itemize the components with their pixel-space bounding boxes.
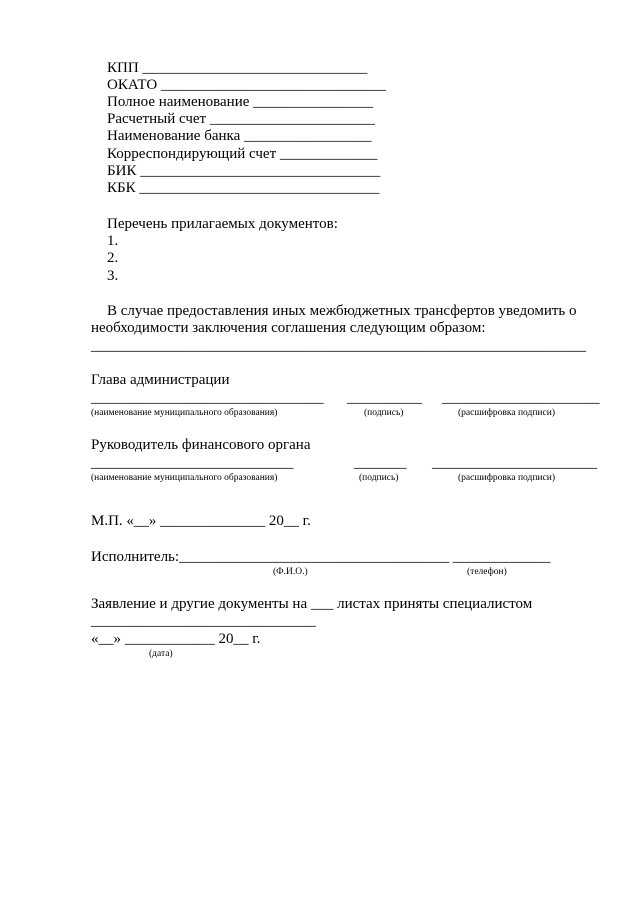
finance-head-decode-caption: (расшифровка подписи): [458, 473, 555, 483]
head-admin-sign-blank: __________: [347, 390, 422, 406]
document-item: 1.: [107, 233, 119, 249]
account-field: Расчетный счет ______________________: [107, 111, 375, 127]
kpp-field: КПП ______________________________: [107, 60, 368, 76]
head-admin-decode-blank: _____________________: [442, 390, 600, 406]
corr-account-field: Корреспондирующий счет _____________: [107, 146, 378, 162]
finance-head-decode-blank: ______________________: [432, 455, 597, 471]
acceptance-specialist-blank: ______________________________: [91, 613, 316, 629]
notice-blank: __________________________________________________________________: [91, 338, 586, 354]
finance-head-title: Руководитель финансового органа: [91, 437, 311, 453]
okato-field: ОКАТО ______________________________: [107, 77, 386, 93]
documents-heading: Перечень прилагаемых документов:: [107, 216, 338, 232]
head-admin-title: Глава администрации: [91, 372, 230, 388]
stamp-date-line: М.П. «__» ______________ 20__ г.: [91, 513, 311, 529]
executor-phone-caption: (телефон): [467, 567, 507, 577]
acceptance-date-line: «__» ____________ 20__ г.: [91, 631, 261, 647]
kbk-field: КБК ________________________________: [107, 180, 380, 196]
bank-name-field: Наименование банка _________________: [107, 128, 372, 144]
head-admin-sign-caption: (подпись): [364, 408, 404, 418]
finance-head-sign-blank: _______: [354, 455, 407, 471]
head-admin-org-caption: (наименование муниципального образования): [91, 408, 278, 418]
acceptance-text: Заявление и другие документы на ___ листах приняты специалистом: [91, 596, 533, 612]
finance-head-org-blank: ___________________________: [91, 455, 294, 471]
bik-field: БИК ________________________________: [107, 163, 381, 179]
full-name-field: Полное наименование ________________: [107, 94, 374, 110]
head-admin-decode-caption: (расшифровка подписи): [458, 408, 555, 418]
document-item: 2.: [107, 250, 119, 266]
finance-head-org-caption: (наименование муниципального образования): [91, 473, 278, 483]
finance-head-sign-caption: (подпись): [359, 473, 399, 483]
executor-line: Исполнитель:____________________________________ _____________: [91, 549, 551, 565]
notice-line-1: В случае предоставления иных межбюджетных трансфертов уведомить о: [107, 303, 577, 319]
executor-name-caption: (Ф.И.О.): [273, 567, 308, 577]
acceptance-date-caption: (дата): [149, 649, 173, 659]
head-admin-org-blank: _______________________________: [91, 390, 324, 406]
document-item: 3.: [107, 268, 119, 284]
notice-line-2: необходимости заключения соглашения следующим образом:: [91, 320, 486, 336]
